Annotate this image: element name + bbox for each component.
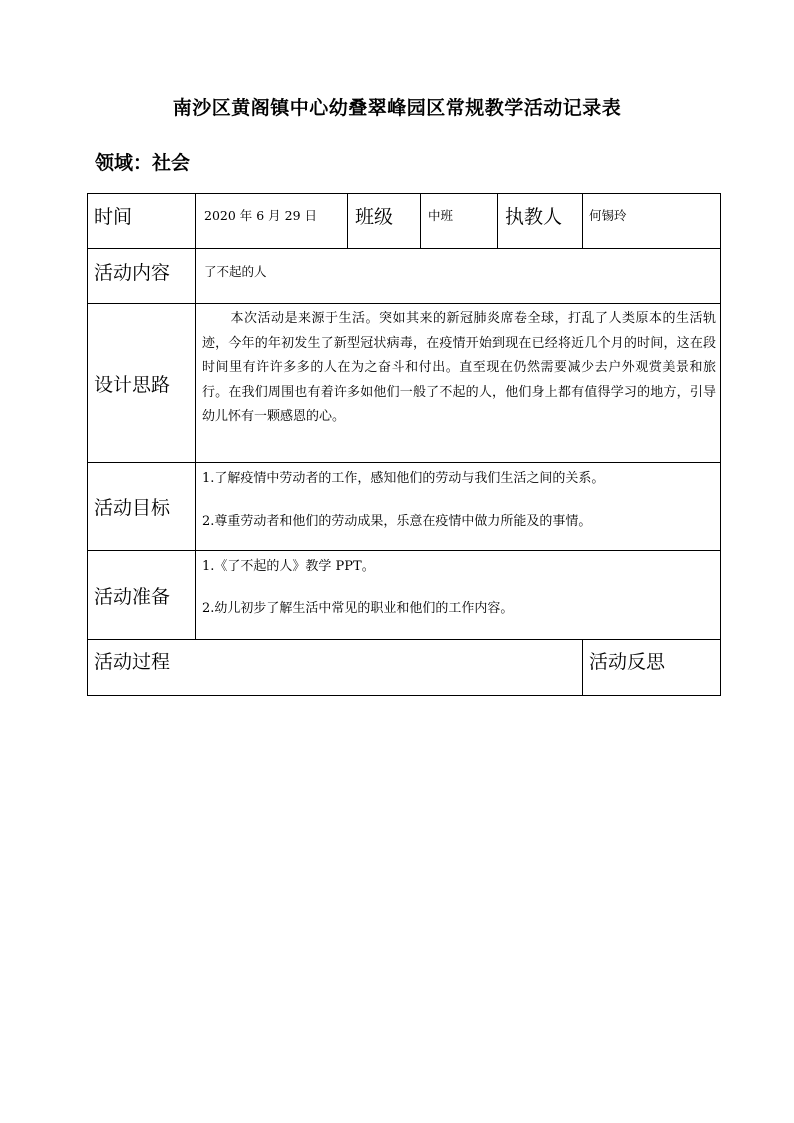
- content-label-cell: [88, 249, 196, 304]
- time-value: 2020 年 6 月 29 日: [204, 208, 318, 223]
- reflection-label-cell: [583, 640, 721, 696]
- preparation-label: 活动准备: [94, 585, 171, 608]
- reflection-label: 活动反思: [589, 651, 666, 673]
- process-label-cell: [88, 640, 583, 696]
- goals-label: 活动目标: [94, 497, 171, 519]
- preparation-item-1: 1.《了不起的人》教学 PPT。: [202, 559, 375, 574]
- class-value: 中班: [428, 208, 454, 223]
- time-label-cell: [88, 194, 196, 249]
- preparation-item-2: 2.幼儿初步了解生活中常见的职业和他们的工作内容。: [202, 601, 514, 616]
- content-row: [88, 249, 721, 304]
- design-value: 本次活动是来源于生活。突如其来的新冠肺炎席卷全球，打乱了人类原本的生活轨迹，今年的年初发生了新型冠状病毒，在疫情开始到现在已经将近几个月的时间，这在段时间里有许许多多的人在为之奋斗和付出。直至现在仍然需要减少去户外观赏美景和旅行。在我们周围也有着许多如他们一般了不起的人，他们身上都有值得学习的地方，引导幼儿怀有一颗感恩的心。: [202, 311, 717, 424]
- domain-label: 领域：社会: [95, 152, 191, 174]
- goals-row: [88, 463, 721, 551]
- design-value-cell: [196, 304, 721, 463]
- teacher-label-cell: [498, 194, 583, 249]
- content-value-cell: [196, 249, 721, 304]
- class-label: 班级: [355, 206, 394, 228]
- preparation-value-cell: [196, 551, 721, 640]
- teacher-label: 执教人: [505, 206, 563, 228]
- preparation-label-cell: [88, 551, 196, 640]
- process-row: [88, 640, 721, 696]
- teacher-value: 何锡玲: [589, 208, 627, 223]
- goal-item-2: 2.尊重劳动者和他们的劳动成果，乐意在疫情中做力所能及的事情。: [202, 514, 592, 529]
- info-row: [88, 194, 721, 249]
- time-value-cell: [196, 194, 348, 249]
- process-label: 活动过程: [94, 651, 171, 673]
- content-label: 活动内容: [94, 262, 171, 284]
- teacher-value-cell: [583, 194, 721, 249]
- design-label: 设计思路: [94, 373, 171, 396]
- goal-item-1: 1.了解疫情中劳动者的工作，感知他们的劳动与我们生活之间的关系。: [202, 471, 605, 486]
- design-label-cell: [88, 304, 196, 463]
- goals-value-cell: [196, 463, 721, 551]
- goals-label-cell: [88, 463, 196, 551]
- content-value: 了不起的人: [204, 264, 267, 279]
- class-value-cell: [421, 194, 498, 249]
- preparation-row: [88, 551, 721, 640]
- class-label-cell: [348, 194, 421, 249]
- activity-record-table: [87, 193, 721, 696]
- design-row: [88, 304, 721, 463]
- time-label: 时间: [94, 206, 133, 228]
- page-title: 南沙区黄阁镇中心幼叠翠峰园区常规教学活动记录表: [172, 97, 622, 119]
